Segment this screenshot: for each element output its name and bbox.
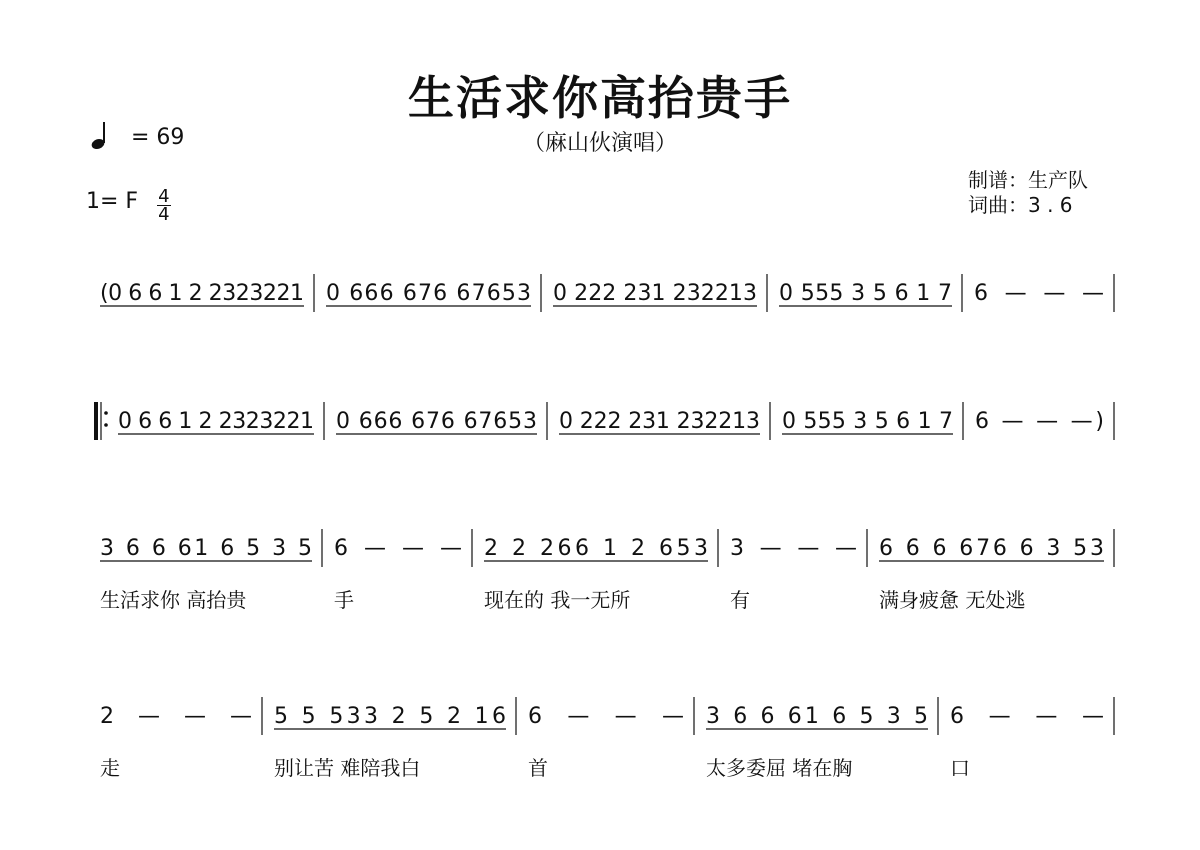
measure-notes: 3 — — — <box>730 536 857 561</box>
lyric-line: 太多委屈 堵在胸 <box>706 756 853 780</box>
measure-notes: 3 6 6 61 6 5 3 5 <box>706 704 928 729</box>
lyric-line: 走 <box>100 756 120 780</box>
measure-notes: 3 6 6 61 6 5 3 5 <box>100 536 312 561</box>
song-subtitle: （麻山伙演唱） <box>522 131 677 156</box>
measure-notes: 0 666 676 67653 <box>336 409 537 434</box>
lyric-line: 有 <box>730 588 750 612</box>
lyric-line: 现在的 我一无所 <box>484 588 631 612</box>
measure-notes: 2 2 266 1 2 653 <box>484 536 708 561</box>
measure-notes: 2 — — — <box>100 704 252 729</box>
meter-top: 4 <box>158 186 170 207</box>
measure-notes: 6 6 6 676 6 3 53 <box>879 536 1104 561</box>
lyric-line: 满身疲惫 无处逃 <box>879 588 1026 612</box>
tempo-value: = 69 <box>131 125 185 150</box>
meter-bottom: 4 <box>158 204 170 225</box>
lyric-line: 首 <box>528 756 548 780</box>
measure-notes: 0 555 3 5 6 1 7 <box>782 409 953 434</box>
measure-notes: 6 — — — <box>950 704 1104 729</box>
measure-notes: (0 6 6 1 2 2323221 <box>100 281 304 306</box>
measure-notes: 0 6 6 1 2 2323221 <box>118 409 314 434</box>
composer-credit: 词曲：3 . 6 <box>968 193 1073 217</box>
lyric-line: 生活求你 高抬贵 <box>100 588 247 612</box>
measure-notes: 5 5 533 2 5 2 16 <box>274 704 506 729</box>
measure-notes: 0 222 231 232213 <box>559 409 760 434</box>
measure-notes: 6 — — — <box>334 536 462 561</box>
repeat-dot <box>104 423 108 427</box>
repeat-dot <box>104 411 108 415</box>
measure-notes: 0 666 676 67653 <box>326 281 531 306</box>
song-title: 生活求你高抬贵手 <box>408 71 792 125</box>
measure-notes: 0 555 3 5 6 1 7 <box>779 281 952 306</box>
lyric-line: 手 <box>334 588 354 612</box>
arranger-credit: 制谱：生产队 <box>968 168 1088 192</box>
measure-notes: 6 — — — <box>528 704 684 729</box>
measure-notes: 6 — — — <box>974 281 1104 306</box>
key-label: 1= F <box>86 189 139 214</box>
lyric-line: 别让苦 难陪我白 <box>274 756 421 780</box>
measure-notes: 0 222 231 232213 <box>553 281 757 306</box>
measure-notes: 6 — — —) <box>975 409 1104 434</box>
lyric-line: 口 <box>950 756 970 780</box>
